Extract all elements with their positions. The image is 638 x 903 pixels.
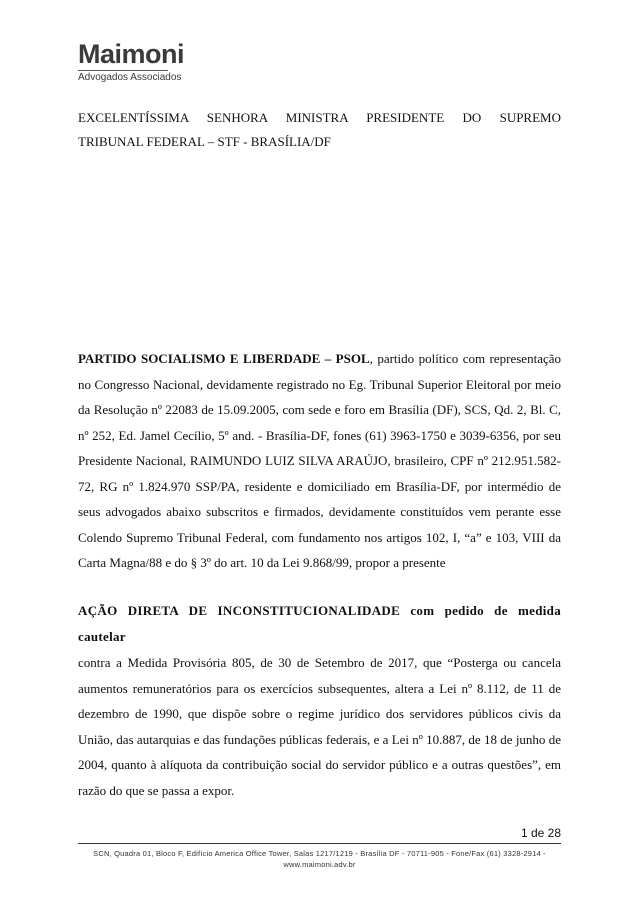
addressee-line-1: EXCELENTÍSSIMA SENHORA MINISTRA PRESIDENTE DO SUPREMO xyxy=(78,110,561,125)
addressee-block xyxy=(78,106,561,154)
logo-name: Maimoni xyxy=(78,39,185,69)
body-paragraph: contra a Medida Provisória 805, de 30 de Setembro de 2017, que “Posterga ou cancela aumentos remuneratórios para os exercícios subsequentes, altera a Lei nº 8.112, de 11 de dezembro de 1990, que dispõe sobre o regime jurídico dos servidores públicos civis da União, das autarquias e das fundações públicas federais, e a Lei nº 10.887, de 18 de junho de 2004, quanto à alíquota da contribuição social do servidor público e a outras questões”, em razão do que se passa a expor. xyxy=(78,655,561,798)
intro-text: , partido político com representação no Congresso Nacional, devidamente registrado no Eg. Tribunal Superior Eleitoral por meio da Resolução nº 22083 de 15.09.2005, com sede e foro em Brasília (DF), SCS, Qd. 2, Bl. C, nº 252, Ed. Jamel Cecílio, 5º and. - Brasília-DF, fones (61) 3963-1750 e 3039-6356, por seu Presidente Nacional, RAIMUNDO LUIZ SILVA ARAÚJO, brasileiro, CPF nº 212.951.582-72, RG nº 1.824.970 SSP/PA, residente e domiciliado em Brasília-DF, por intermédio de seus advogados abaixo subscritos e firmados, devidamente constituídos vem perante esse Colendo Supremo Tribunal Federal, com fundamento nos artigos 102, I, “a” e 103, VIII da Carta Magna/88 e do § 3º do art. 10 da Lei 9.868/99, propor a presente xyxy=(78,351,561,570)
intro-paragraph xyxy=(78,346,561,576)
logo-divider xyxy=(78,70,168,71)
party-name: PARTIDO SOCIALISMO E LIBERDADE – PSOL xyxy=(78,351,370,366)
footer-website: www.maimoni.adv.br xyxy=(283,860,356,869)
page-footer xyxy=(78,848,561,870)
footer-divider xyxy=(78,843,561,844)
firm-logo xyxy=(78,40,184,84)
addressee-line-2: TRIBUNAL FEDERAL – STF - BRASÍLIA/DF xyxy=(78,134,331,149)
logo-subtitle: Advogados Associados xyxy=(78,72,182,83)
action-heading: AÇÃO DIRETA DE INCONSTITUCIONALIDADE com pedido de medida cautelar xyxy=(78,603,561,644)
page-number: 1 de 28 xyxy=(520,826,561,840)
footer-address: SCN, Quadra 01, Bloco F, Edifício America Office Tower, Salas 1217/1219 - Brasília DF - 70711-905 - Fone/Fax (61) 3328-2914 - xyxy=(93,849,546,858)
